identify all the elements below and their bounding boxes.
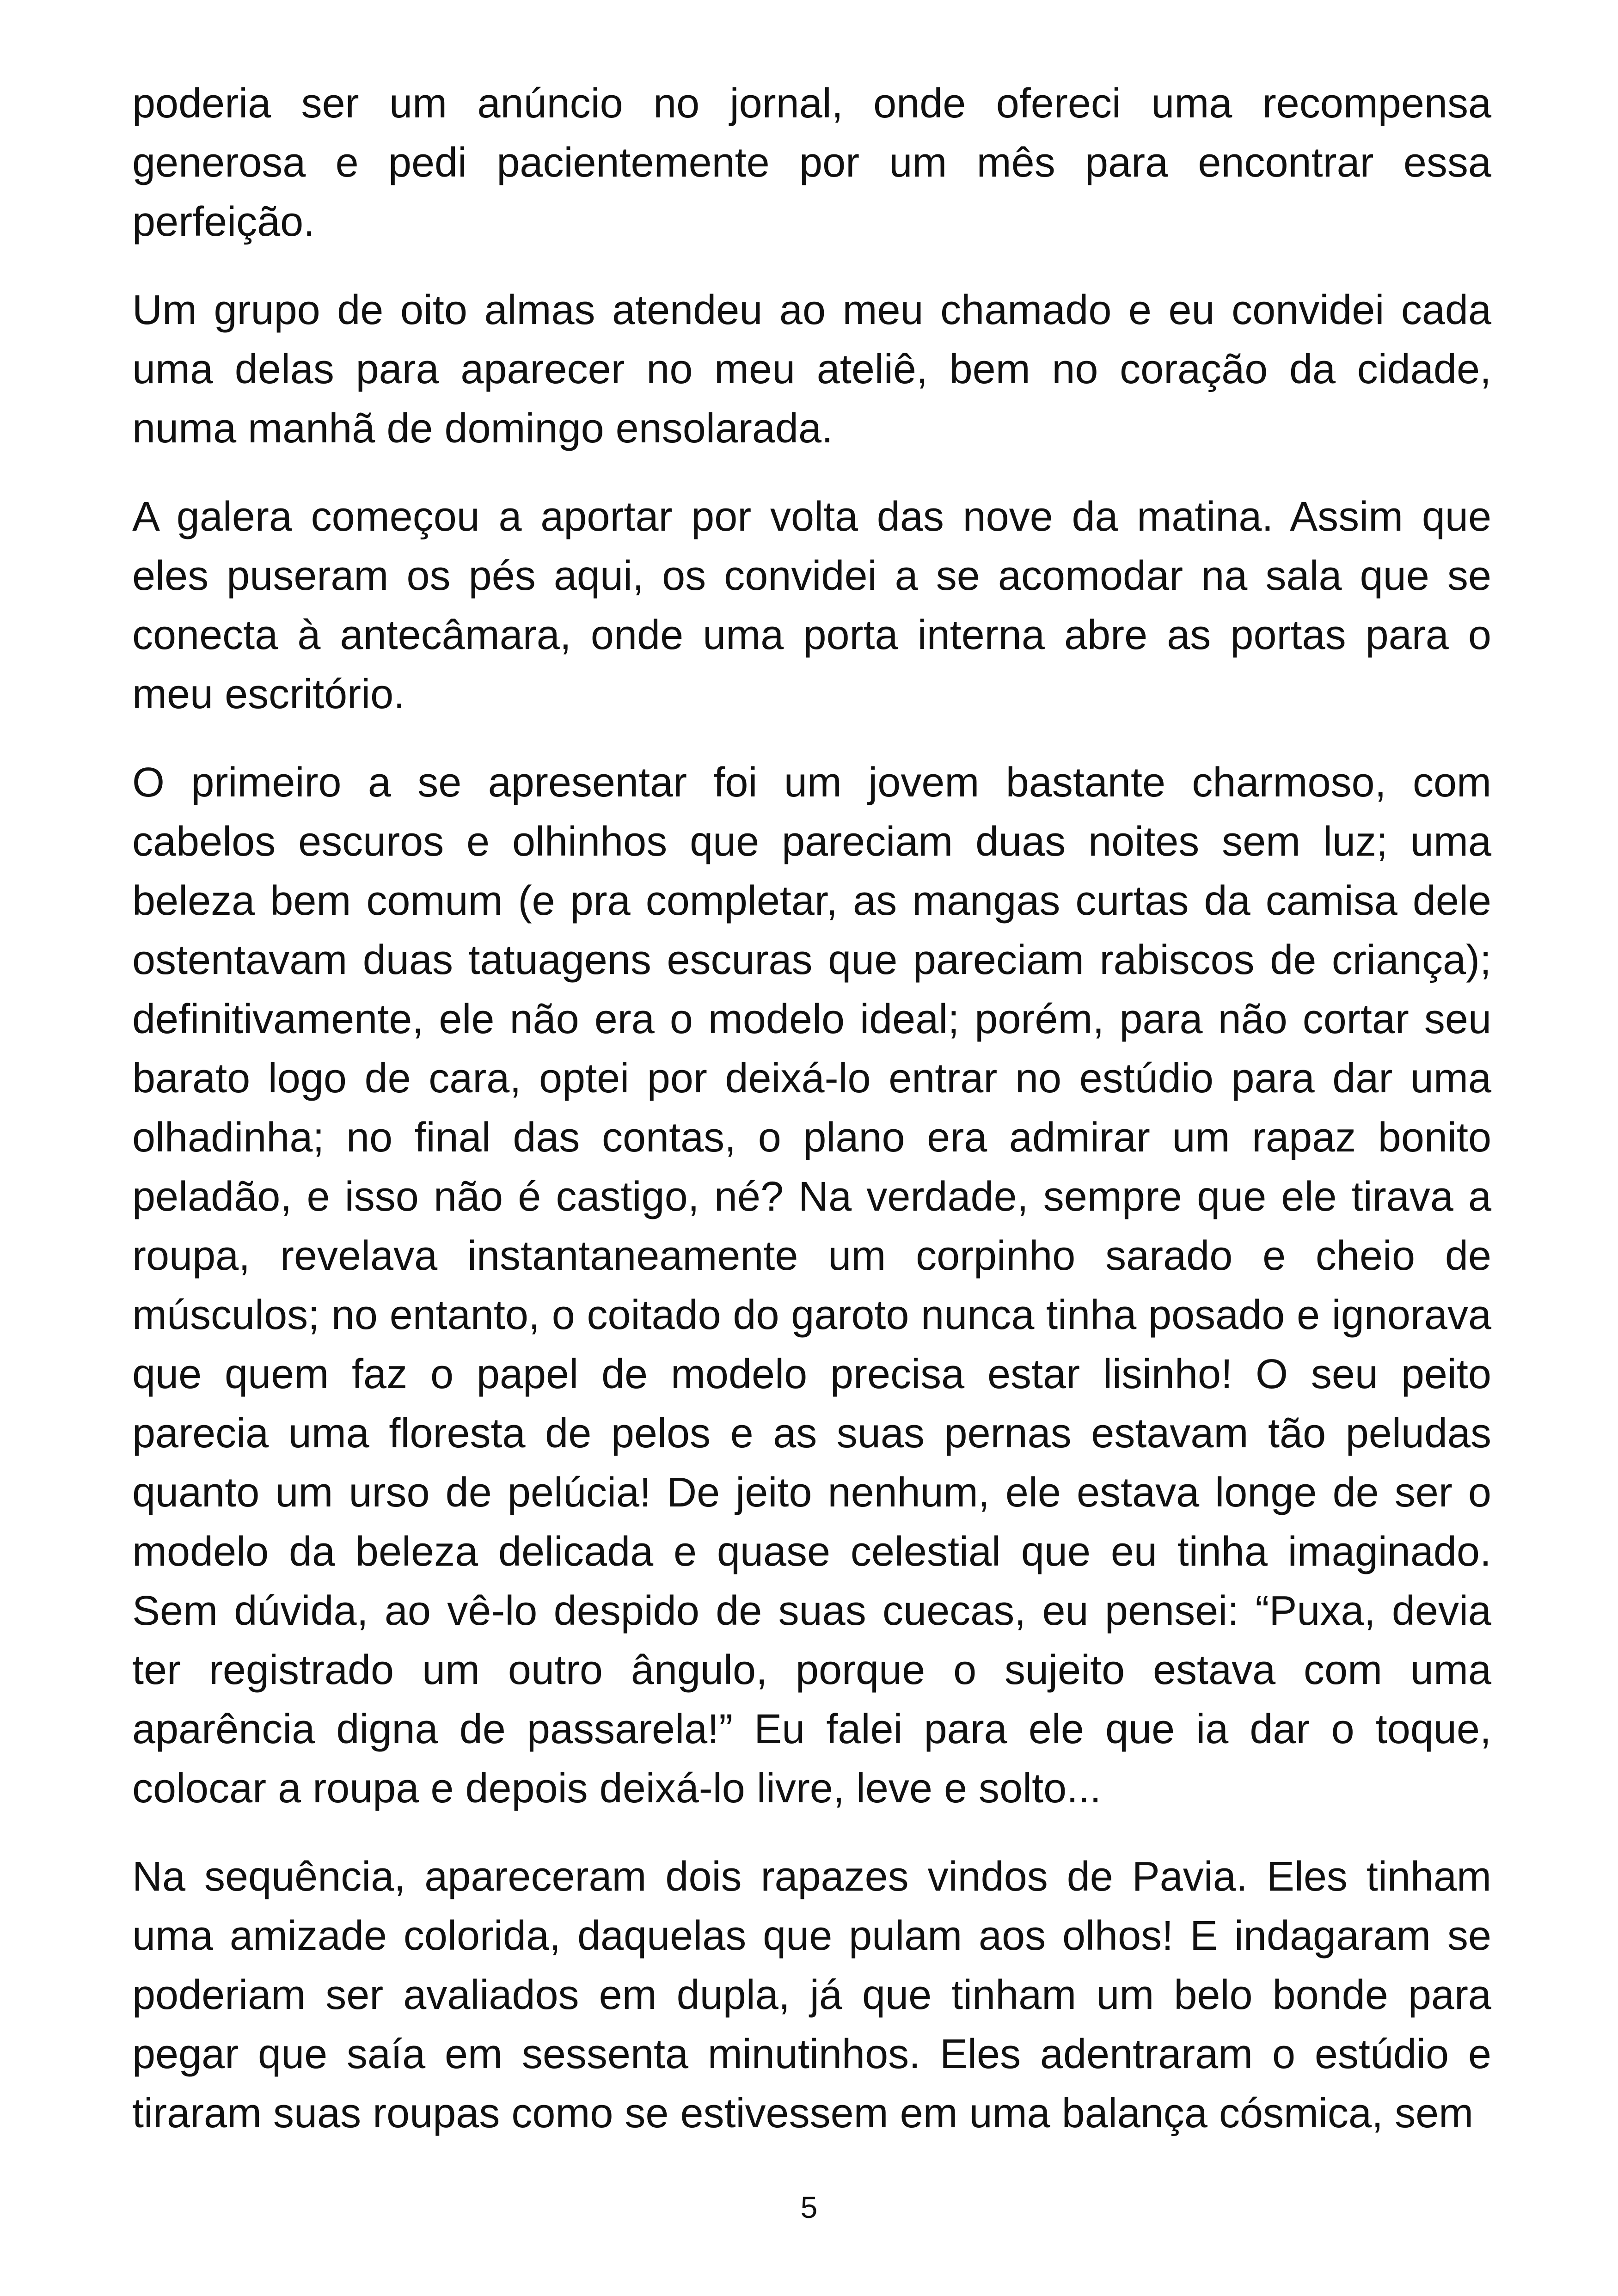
paragraph-3: A galera começou a aportar por volta das nove da matina. Assim que eles puseram os pés aqui, os convidei a se acomodar na sala que se conecta à antecâmara, onde uma porta interna abre as portas para o meu escritório. — [132, 494, 1491, 717]
paragraph-4: O primeiro a se apresentar foi um jovem bastante charmoso, com cabelos escuros e olhinhos que pareciam duas noites sem luz; uma beleza bem comum (e pra completar, as mangas curtas da camisa dele ostentavam duas tatuagens escuras que pareciam rabiscos de criança); definitivamente, ele não era o modelo ideal; porém, para não cortar seu barato logo de cara, optei por deixá-lo entrar no estúdio para dar uma olhadinha; no final das contas, o plano era admirar um rapaz bonito peladão, e isso não é castigo, né? Na verdade, sempre que ele tirava a roupa, revelava instantaneamente um corpinho sarado e cheio de músculos; no entanto, o coitado do garoto nunca tinha posado e ignorava que quem faz o papel de modelo precisa estar lisinho! O seu peito parecia uma floresta de pelos e as suas pernas estavam tão peludas quanto um urso de pelúcia! De jeito nenhum, ele estava longe de ser o modelo da beleza delicada e quase celestial que eu tinha imaginado. Sem dúvida, ao vê-lo despido de suas cuecas, eu pensei: “Puxa, devia ter registrado um outro ângulo, porque o sujeito estava com uma aparência digna de passarela!” Eu falei para ele que ia dar o toque, colocar a roupa e depois deixá-lo livre, leve e solto... — [132, 759, 1491, 1812]
page-number: 5 — [800, 2190, 818, 2224]
paragraph-5: Na sequência, apareceram dois rapazes vindos de Pavia. Eles tinham uma amizade colorida, daquelas que pulam aos olhos! E indagaram se poderiam ser avaliados em dupla, já que tinham um belo bonde para pegar que saía em sessenta minutinhos. Eles adentraram o estúdio e tiraram suas roupas como se estivessem em uma balança cósmica, sem — [132, 1854, 1491, 2137]
paragraph-2: Um grupo de oito almas atendeu ao meu chamado e eu convidei cada uma delas para aparecer no meu ateliê, bem no coração da cidade, numa manhã de domingo ensolarada. — [132, 287, 1491, 452]
body-text — [132, 74, 1491, 2172]
paragraph-1: poderia ser um anúncio no jornal, onde ofereci uma recompensa generosa e pedi pacientemente por um mês para encontrar essa perfeição. — [132, 80, 1491, 245]
